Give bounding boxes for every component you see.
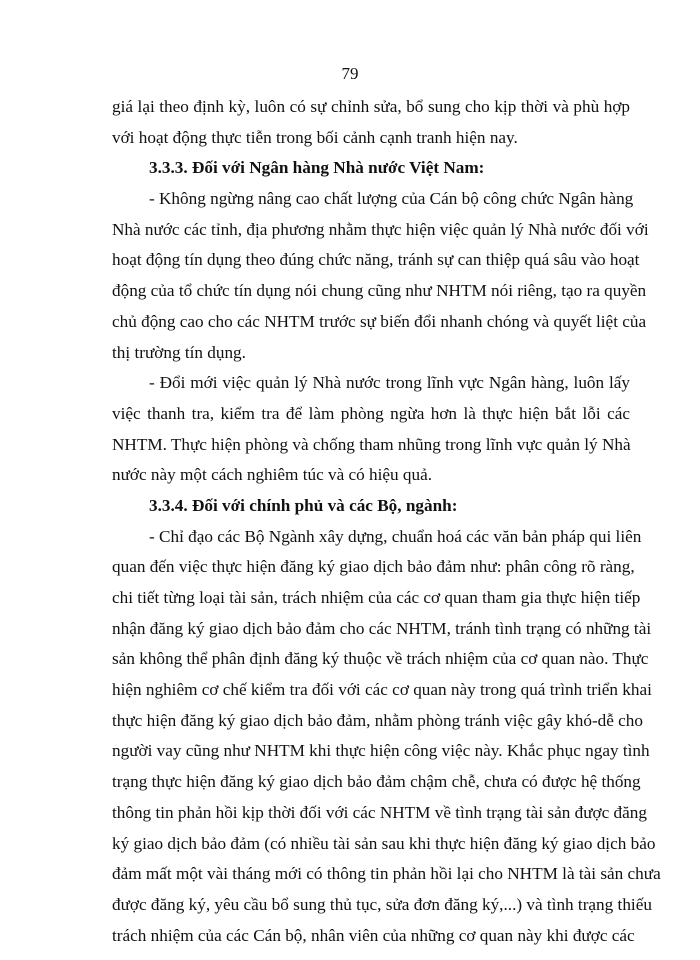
text-line: thông tin phản hồi kịp thời đối với các NHTM về tình trạng tài sản được đăng (112, 802, 647, 822)
text-line: - Chỉ đạo các Bộ Ngành xây dựng, chuẩn hoá các văn bản pháp qui liên (149, 526, 642, 546)
text-line: nhận đăng ký giao dịch bảo đảm cho các NHTM, tránh tình trạng có những tài (112, 618, 652, 638)
text-line: ký giao dịch bảo đảm (có nhiều tài sản sau khi thực hiện đăng ký giao dịch bảo (112, 833, 656, 853)
text-line: chủ động cao cho các NHTM trước sự biến đổi nhanh chóng và quyết liệt của (112, 311, 647, 331)
text-line: động của tổ chức tín dụng nói chung cũng như NHTM nói riêng, tạo ra quyền (112, 281, 647, 301)
text-line: giá lại theo định kỳ, luôn có sự chỉnh sửa, bổ sung cho kịp thời và phù hợp (112, 97, 630, 116)
section-heading: 3.3.4. Đối với chính phủ và các Bộ, ngành: (149, 495, 458, 515)
text-line: người vay cũng như NHTM khi thực hiện công việc này. Khắc phục ngay tình (112, 741, 650, 761)
text-line: chi tiết từng loại tài sản, trách nhiệm của các cơ quan tham gia thực hiện tiếp (112, 588, 641, 607)
text-line: với hoạt động thực tiễn trong bối cảnh cạnh tranh hiện nay. (112, 127, 518, 147)
text-line: quan đến việc thực hiện đăng ký giao dịch bảo đảm như: phân công rõ ràng, (112, 557, 635, 577)
text-line: - Không ngừng nâng cao chất lượng của Cán bộ công chức Ngân hàng (149, 189, 634, 209)
page-number: 79 (341, 64, 359, 83)
text-line: thị trường tín dụng. (112, 342, 246, 362)
text-line: sản không thể phân định đăng ký thuộc về trách nhiệm của cơ quan nào. Thực (112, 649, 649, 669)
text-line: nước này một cách nghiêm túc và có hiệu quả. (112, 465, 433, 485)
section-heading: 3.3.3. Đối với Ngân hàng Nhà nước Việt Nam: (149, 158, 485, 178)
text-line: được đăng ký, yêu cầu bổ sung thủ tục, sửa đơn đăng ký,...) và tình trạng thiếu (112, 894, 652, 914)
text-line: - Đổi mới việc quản lý Nhà nước trong lĩnh vực Ngân hàng, luôn lấy (149, 373, 630, 393)
text-line: Nhà nước các tỉnh, địa phương nhằm thực hiện việc quản lý Nhà nước đối với (112, 219, 649, 239)
text-line: trạng thực hiện đăng ký giao dịch bảo đảm chậm chễ, chưa có được hệ thống (112, 772, 641, 792)
text-line: hoạt động tín dụng theo đúng chức năng, tránh sự can thiệp quá sâu vào hoạt (112, 250, 640, 270)
text-line: đảm mất một vài tháng mới có thông tin phản hồi lại cho NHTM là tài sản chưa (112, 864, 661, 884)
text-line: hiện nghiêm cơ chế kiểm tra đối với các cơ quan này trong quá trình triển khai (112, 680, 652, 700)
text-line: việc thanh tra, kiểm tra để làm phòng ngừa hơn là thực hiện bắt lỗi các (112, 403, 630, 423)
body-text (112, 92, 661, 951)
text-line: thực hiện đăng ký giao dịch bảo đảm, nhằm phòng tránh việc gây khó-dễ cho (112, 710, 643, 730)
text-line: trách nhiệm của các Cán bộ, nhân viên của những cơ quan này khi được các (112, 925, 635, 945)
text-line: NHTM. Thực hiện phòng và chống tham nhũng trong lĩnh vực quản lý Nhà (112, 434, 631, 454)
